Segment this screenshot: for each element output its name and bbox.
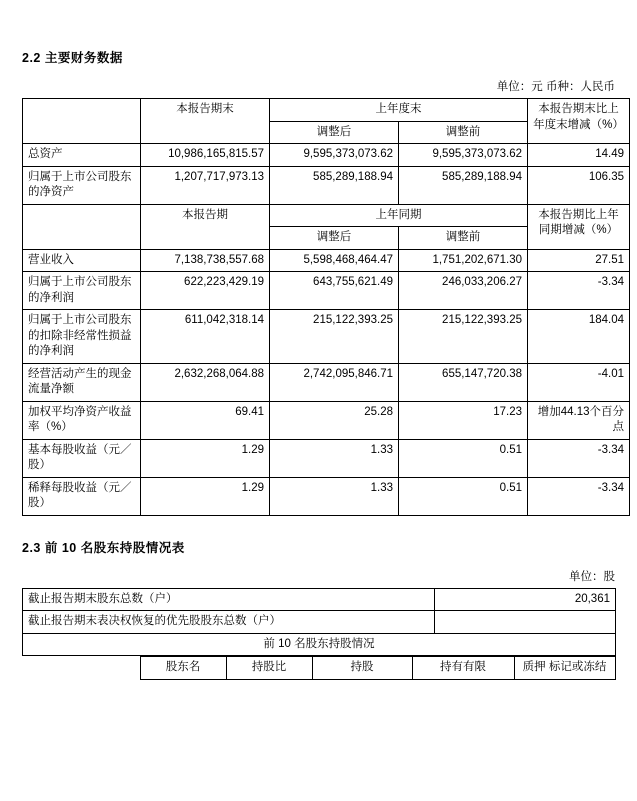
table-header-row — [23, 99, 630, 122]
row-change: -3.34 — [528, 477, 630, 515]
header-blank — [23, 99, 141, 144]
unit-line-financial: 单位：元 币种：人民币 — [496, 81, 615, 93]
header-adjusted-2: 调整后 — [270, 227, 399, 250]
row-label: 稀释每股收益（元／股） — [23, 477, 141, 515]
row-current: 7,138,738,557.68 — [141, 249, 270, 272]
row-before: 246,033,206.27 — [399, 272, 528, 310]
column-header-restricted: 持有有限 — [412, 657, 514, 680]
row-label: 归属于上市公司股东的扣除非经常性损益的净利润 — [23, 310, 141, 364]
row-current: 611,042,318.14 — [141, 310, 270, 364]
row-before: 9,595,373,073.62 — [399, 144, 528, 167]
financial-data-table — [22, 98, 630, 516]
table-row — [23, 166, 630, 204]
row-change: -4.01 — [528, 363, 630, 401]
row-adjusted: 5,598,468,464.47 — [270, 249, 399, 272]
table-row — [23, 477, 630, 515]
row-before: 655,147,720.38 — [399, 363, 528, 401]
row-current: 1.29 — [141, 439, 270, 477]
row-label: 营业收入 — [23, 249, 141, 272]
row-current: 1,207,717,973.13 — [141, 166, 270, 204]
header-blank-2 — [23, 204, 141, 249]
row-adjusted: 215,122,393.25 — [270, 310, 399, 364]
row-current: 10,986,165,815.57 — [141, 144, 270, 167]
table-caption: 前 10 名股东持股情况 — [23, 633, 616, 656]
header-before-adjust-2: 调整前 — [399, 227, 528, 250]
row-change: -3.34 — [528, 272, 630, 310]
row-before: 1,751,202,671.30 — [399, 249, 528, 272]
row-label: 截止报告期末表决权恢复的优先股股东总数（户） — [23, 611, 435, 634]
row-change: 27.51 — [528, 249, 630, 272]
row-value — [435, 611, 616, 634]
column-header-ratio: 持股比 — [226, 657, 312, 680]
column-header-name: 股东名 — [140, 657, 226, 680]
row-before: 17.23 — [399, 401, 528, 439]
row-adjusted: 25.28 — [270, 401, 399, 439]
row-label: 归属于上市公司股东的净资产 — [23, 166, 141, 204]
row-current: 69.41 — [141, 401, 270, 439]
header-same-period-last-year: 上年同期 — [270, 204, 528, 227]
header-last-year-end: 上年度末 — [270, 99, 528, 122]
row-label: 截止报告期末股东总数（户） — [23, 588, 435, 611]
header-adjusted: 调整后 — [270, 121, 399, 144]
table-header-row-3 — [22, 657, 615, 680]
table-row — [23, 439, 630, 477]
row-adjusted: 643,755,621.49 — [270, 272, 399, 310]
table-row — [23, 611, 616, 634]
row-adjusted: 2,742,095,846.71 — [270, 363, 399, 401]
row-current: 1.29 — [141, 477, 270, 515]
header-before-adjust: 调整前 — [399, 121, 528, 144]
row-adjusted: 9,595,373,073.62 — [270, 144, 399, 167]
header-current-period-end: 本报告期末 — [141, 99, 270, 144]
row-before: 0.51 — [399, 477, 528, 515]
row-change: 14.49 — [528, 144, 630, 167]
table-row — [23, 310, 630, 364]
header-change-vs-last-year-end: 本报告期末比上年度末增减（%） — [528, 99, 630, 144]
table-row — [23, 272, 630, 310]
document-page — [0, 48, 637, 801]
row-change: 增加44.13个百分点 — [528, 401, 630, 439]
column-header-shares: 持股 — [312, 657, 412, 680]
row-before: 585,289,188.94 — [399, 166, 528, 204]
row-change: 184.04 — [528, 310, 630, 364]
row-change: 106.35 — [528, 166, 630, 204]
row-adjusted: 585,289,188.94 — [270, 166, 399, 204]
table-header-row-2 — [23, 204, 630, 227]
row-adjusted: 1.33 — [270, 477, 399, 515]
table-row — [23, 144, 630, 167]
row-label: 加权平均净资产收益率（%） — [23, 401, 141, 439]
table-caption-row — [23, 633, 616, 656]
row-change: -3.34 — [528, 439, 630, 477]
table-row — [23, 363, 630, 401]
unit-line-shareholders: 单位：股 — [569, 570, 615, 583]
row-current: 622,223,429.19 — [141, 272, 270, 310]
row-before: 0.51 — [399, 439, 528, 477]
table-row — [23, 249, 630, 272]
section-title-financial: 2.2 主要财务数据 — [22, 51, 123, 65]
table-row — [23, 401, 630, 439]
shareholders-table — [22, 588, 616, 657]
section-title-shareholders: 2.3 前 10 名股东持股情况表 — [22, 540, 185, 555]
row-label: 归属于上市公司股东的净利润 — [23, 272, 141, 310]
row-current: 2,632,268,064.88 — [141, 363, 270, 401]
row-value: 20,361 — [435, 588, 616, 611]
column-header-pledge: 质押 标记或冻结 — [514, 657, 615, 680]
row-label: 经营活动产生的现金流量净额 — [23, 363, 141, 401]
header-current-period: 本报告期 — [141, 204, 270, 249]
row-adjusted: 1.33 — [270, 439, 399, 477]
header-change-vs-same-period: 本报告期比上年同期增减（%） — [528, 204, 630, 249]
table-row — [23, 588, 616, 611]
top-shareholders-header-table — [22, 656, 616, 680]
row-before: 215,122,393.25 — [399, 310, 528, 364]
row-label: 基本每股收益（元／股） — [23, 439, 141, 477]
row-label: 总资产 — [23, 144, 141, 167]
